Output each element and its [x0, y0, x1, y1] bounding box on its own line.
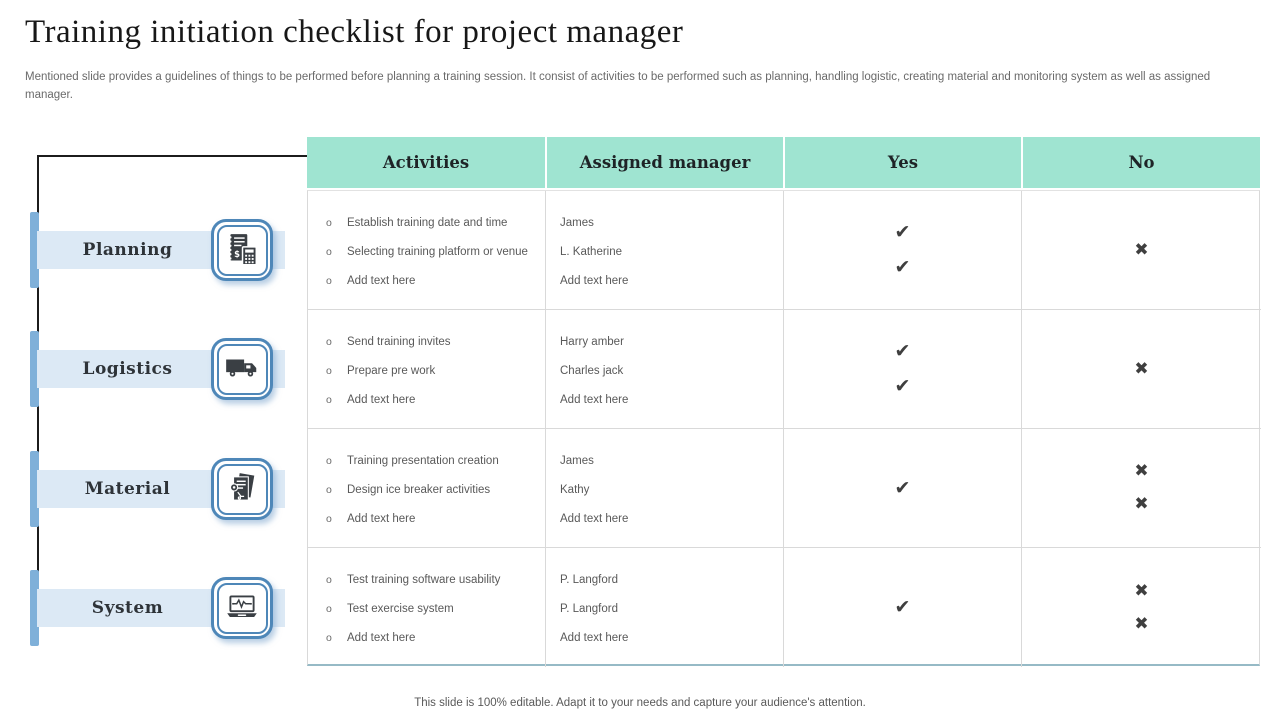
editable-note: This slide is 100% editable. Adapt it to your needs and capture your audience's attention.	[414, 697, 866, 709]
check-icon: ✔	[894, 596, 911, 618]
no-cell-logistics	[1022, 310, 1261, 429]
activity-item: o Send training invites	[321, 334, 537, 350]
bullet: o	[326, 484, 332, 496]
category-label: Logistics	[82, 359, 173, 379]
bullet: o	[326, 365, 332, 377]
cross-icon: ✖	[1134, 461, 1149, 481]
slide-description: Mentioned slide provides a guidelines of things to be performed before planning a training session. It consist of activities to be performed such as planning, handling logistic, creating material and monitoring system as well as assigned manager.	[25, 71, 1211, 101]
activity-item: o Test exercise system	[321, 601, 537, 617]
checklist-table	[307, 190, 1260, 666]
manager-cell-system: P. Langford P. Langford Add text here	[546, 548, 784, 667]
activity-item: o Selecting training platform or venue	[321, 244, 537, 260]
page-title: Training initiation checklist for project manager	[25, 14, 684, 50]
activity-item: o Design ice breaker activities	[321, 482, 537, 498]
check-icon: ✔	[894, 256, 911, 278]
cross-icon: ✖	[1134, 613, 1149, 634]
system-icon-box	[211, 577, 273, 639]
column-header-assigned-manager: Assigned manager	[545, 137, 783, 188]
yes-cell-material	[784, 429, 1022, 548]
activity-item: o Add text here	[321, 392, 537, 408]
activities-cell-system	[308, 548, 546, 667]
planning-icon-box	[211, 219, 273, 281]
bullet: o	[326, 394, 332, 406]
bullet: o	[326, 275, 332, 287]
bullet: o	[326, 336, 332, 348]
activity-item: o Prepare pre work	[321, 363, 537, 379]
svg-text:$: $	[234, 248, 240, 259]
check-icon: ✔	[894, 476, 911, 499]
column-header-activities: Activities	[307, 137, 545, 188]
document-gear-icon	[223, 470, 261, 508]
activity-item: o Add text here	[321, 273, 537, 289]
activities-cell-material	[308, 429, 546, 548]
notebook-calculator-icon	[223, 231, 261, 269]
activity-item: o Establish training date and time	[321, 215, 537, 231]
check-icon: ✔	[894, 340, 911, 362]
logistics-icon-box	[211, 338, 273, 400]
column-header-no: No	[1021, 137, 1260, 188]
check-icon: ✔	[894, 375, 911, 397]
bullet: o	[326, 246, 332, 258]
category-label: Planning	[82, 240, 173, 260]
connector-line-horizontal	[37, 155, 307, 157]
bullet: o	[326, 513, 332, 525]
no-cell-system	[1022, 548, 1261, 667]
bullet: o	[326, 603, 332, 615]
category-label: System	[91, 598, 164, 618]
bullet: o	[326, 217, 332, 229]
laptop-pulse-icon	[223, 589, 261, 627]
activities-cell-planning	[308, 191, 546, 310]
activity-item: o Add text here	[321, 511, 537, 527]
table-header-row	[307, 137, 1260, 190]
no-cell-planning	[1022, 191, 1261, 310]
manager-cell-material: James Kathy Add text here	[546, 429, 784, 548]
bullet: o	[326, 632, 332, 644]
no-cell-material	[1022, 429, 1261, 548]
activities-cell-logistics	[308, 310, 546, 429]
cross-icon: ✖	[1134, 580, 1149, 601]
activity-item: o Add text here	[321, 630, 537, 646]
yes-cell-planning	[784, 191, 1022, 310]
yes-cell-logistics	[784, 310, 1022, 429]
manager-cell-planning: James L. Katherine Add text here	[546, 191, 784, 310]
material-icon-box	[211, 458, 273, 520]
bullet: o	[326, 574, 332, 586]
cross-icon: ✖	[1134, 358, 1149, 379]
column-header-yes: Yes	[783, 137, 1021, 188]
yes-cell-system	[784, 548, 1022, 667]
manager-cell-logistics: Harry amber Charles jack Add text here	[546, 310, 784, 429]
category-label: Material	[84, 479, 171, 499]
bullet: o	[326, 455, 332, 467]
cross-icon: ✖	[1134, 494, 1149, 514]
check-icon: ✔	[894, 221, 911, 243]
activity-item: o Training presentation creation	[321, 453, 537, 469]
activity-item: o Test training software usability	[321, 572, 537, 588]
truck-icon	[223, 350, 261, 388]
cross-icon: ✖	[1134, 239, 1149, 260]
